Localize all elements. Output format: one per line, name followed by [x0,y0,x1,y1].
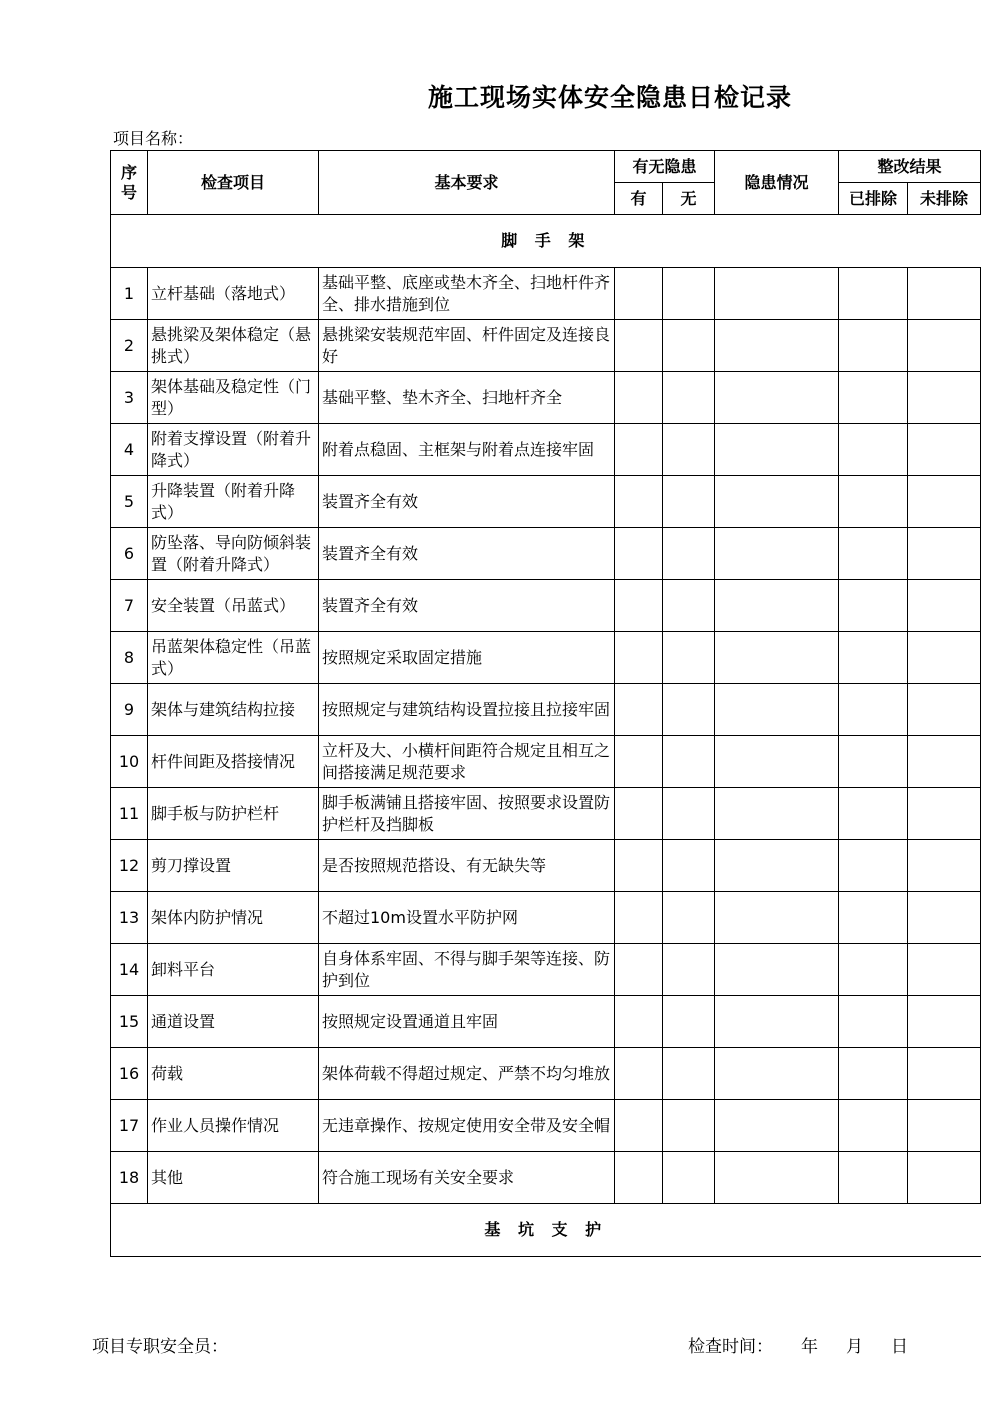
fixed-cell[interactable] [839,684,908,736]
has-hazard-cell[interactable] [615,632,663,684]
day-label: 日 [891,1337,908,1357]
fixed-cell[interactable] [839,788,908,840]
row-item: 通道设置 [148,996,319,1048]
inspection-table [110,150,981,1257]
table-row [111,632,981,684]
row-item: 防坠落、导向防倾斜装置（附着升降式） [148,528,319,580]
row-item: 架体基础及稳定性（门型） [148,372,319,424]
table-row [111,892,981,944]
has-hazard-cell[interactable] [615,268,663,320]
has-hazard-cell[interactable] [615,736,663,788]
row-item: 脚手板与防护栏杆 [148,788,319,840]
fixed-cell[interactable] [839,840,908,892]
table-row [111,840,981,892]
row-number: 16 [111,1048,148,1100]
row-number: 18 [111,1152,148,1204]
fixed-cell[interactable] [839,736,908,788]
check-time-label: 检查时间： [688,1337,773,1357]
row-requirement: 按照规定设置通道且牢固 [319,996,615,1048]
unfixed-cell[interactable] [908,476,981,528]
no-hazard-cell[interactable] [663,320,715,372]
has-hazard-cell[interactable] [615,1100,663,1152]
row-requirement: 装置齐全有效 [319,580,615,632]
no-hazard-cell[interactable] [663,788,715,840]
has-hazard-cell[interactable] [615,476,663,528]
fixed-cell[interactable] [839,1100,908,1152]
no-hazard-cell[interactable] [663,528,715,580]
header-unfixed: 未排除 [908,183,981,215]
unfixed-cell[interactable] [908,788,981,840]
row-number: 14 [111,944,148,996]
row-number: 1 [111,268,148,320]
row-number: 4 [111,424,148,476]
row-item: 架体内防护情况 [148,892,319,944]
unfixed-cell[interactable] [908,840,981,892]
has-hazard-cell[interactable] [615,424,663,476]
no-hazard-cell[interactable] [663,372,715,424]
has-hazard-cell[interactable] [615,944,663,996]
project-name-label: 项目名称： [113,129,194,148]
header-result-group: 整改结果 [839,151,981,183]
table-row [111,944,981,996]
table-row [111,736,981,788]
situation-cell[interactable] [715,1100,839,1152]
fixed-cell[interactable] [839,944,908,996]
fixed-cell[interactable] [839,1152,908,1204]
row-requirement: 不超过10m设置水平防护网 [319,892,615,944]
row-requirement: 按照规定采取固定措施 [319,632,615,684]
month-label: 月 [846,1337,863,1357]
row-number: 13 [111,892,148,944]
no-hazard-cell[interactable] [663,580,715,632]
row-item: 荷载 [148,1048,319,1100]
has-hazard-cell[interactable] [615,684,663,736]
fixed-cell[interactable] [839,632,908,684]
fixed-cell[interactable] [839,580,908,632]
has-hazard-cell[interactable] [615,320,663,372]
has-hazard-cell[interactable] [615,580,663,632]
row-number: 5 [111,476,148,528]
situation-cell[interactable] [715,580,839,632]
row-requirement: 脚手板满铺且搭接牢固、按照要求设置防护栏杆及挡脚板 [319,788,615,840]
unfixed-cell[interactable] [908,944,981,996]
no-hazard-cell[interactable] [663,840,715,892]
unfixed-cell[interactable] [908,1100,981,1152]
fixed-cell[interactable] [839,476,908,528]
row-requirement: 基础平整、底座或垫木齐全、扫地杆件齐全、排水措施到位 [319,268,615,320]
fixed-cell[interactable] [839,996,908,1048]
section-title: 脚 手 架 [111,215,981,268]
row-number: 8 [111,632,148,684]
situation-cell[interactable] [715,788,839,840]
table-row [111,268,981,320]
section-row [111,215,981,268]
row-item: 立杆基础（落地式） [148,268,319,320]
situation-cell[interactable] [715,840,839,892]
situation-cell[interactable] [715,424,839,476]
has-hazard-cell[interactable] [615,372,663,424]
situation-cell[interactable] [715,632,839,684]
situation-cell[interactable] [715,736,839,788]
unfixed-cell[interactable] [908,1152,981,1204]
has-hazard-cell[interactable] [615,996,663,1048]
row-requirement: 按照规定与建筑结构设置拉接且拉接牢固 [319,684,615,736]
situation-cell[interactable] [715,320,839,372]
situation-cell[interactable] [715,1152,839,1204]
has-hazard-cell[interactable] [615,1048,663,1100]
table-row [111,1152,981,1204]
row-item: 架体与建筑结构拉接 [148,684,319,736]
no-hazard-cell[interactable] [663,632,715,684]
table-row [111,996,981,1048]
no-hazard-cell[interactable] [663,944,715,996]
row-requirement: 是否按照规范搭设、有无缺失等 [319,840,615,892]
row-item: 其他 [148,1152,319,1204]
unfixed-cell[interactable] [908,736,981,788]
row-number: 15 [111,996,148,1048]
unfixed-cell[interactable] [908,424,981,476]
header-hazard-group: 有无隐患 [615,151,715,183]
fixed-cell[interactable] [839,372,908,424]
section-title: 基 坑 支 护 [111,1204,981,1257]
fixed-cell[interactable] [839,320,908,372]
table-row [111,684,981,736]
header-requirement: 基本要求 [319,151,615,215]
fixed-cell[interactable] [839,1048,908,1100]
situation-cell[interactable] [715,528,839,580]
situation-cell[interactable] [715,892,839,944]
row-item: 安全装置（吊蓝式） [148,580,319,632]
row-requirement: 自身体系牢固、不得与脚手架等连接、防护到位 [319,944,615,996]
row-number: 3 [111,372,148,424]
table-row [111,1048,981,1100]
row-item: 剪刀撑设置 [148,840,319,892]
no-hazard-cell[interactable] [663,736,715,788]
situation-cell[interactable] [715,944,839,996]
fixed-cell[interactable] [839,528,908,580]
table-row [111,1100,981,1152]
unfixed-cell[interactable] [908,528,981,580]
has-hazard-cell[interactable] [615,788,663,840]
row-requirement: 架体荷载不得超过规定、严禁不均匀堆放 [319,1048,615,1100]
unfixed-cell[interactable] [908,268,981,320]
no-hazard-cell[interactable] [663,892,715,944]
situation-cell[interactable] [715,268,839,320]
table-row [111,476,981,528]
unfixed-cell[interactable] [908,580,981,632]
unfixed-cell[interactable] [908,320,981,372]
header-situation: 隐患情况 [715,151,839,215]
has-hazard-cell[interactable] [615,1152,663,1204]
situation-cell[interactable] [715,684,839,736]
row-number: 7 [111,580,148,632]
row-number: 10 [111,736,148,788]
row-number: 9 [111,684,148,736]
row-requirement: 悬挑梁安装规范牢固、杆件固定及连接良好 [319,320,615,372]
row-number: 12 [111,840,148,892]
has-hazard-cell[interactable] [615,528,663,580]
row-requirement: 基础平整、垫木齐全、扫地杆齐全 [319,372,615,424]
year-label: 年 [801,1337,818,1357]
no-hazard-cell[interactable] [663,1152,715,1204]
fixed-cell[interactable] [839,268,908,320]
unfixed-cell[interactable] [908,1048,981,1100]
unfixed-cell[interactable] [908,996,981,1048]
row-item: 杆件间距及搭接情况 [148,736,319,788]
row-requirement: 装置齐全有效 [319,528,615,580]
row-number: 2 [111,320,148,372]
table-row [111,372,981,424]
no-hazard-cell[interactable] [663,684,715,736]
situation-cell[interactable] [715,1048,839,1100]
row-number: 6 [111,528,148,580]
table-row [111,788,981,840]
no-hazard-cell[interactable] [663,996,715,1048]
row-requirement: 装置齐全有效 [319,476,615,528]
has-hazard-cell[interactable] [615,892,663,944]
row-requirement: 无违章操作、按规定使用安全带及安全帽 [319,1100,615,1152]
document-title: 施工现场实体安全隐患日检记录 [427,83,792,112]
check-time [688,1332,908,1357]
safety-officer-label: 项目专职安全员： [92,1337,228,1357]
no-hazard-cell[interactable] [663,1048,715,1100]
row-requirement: 符合施工现场有关安全要求 [319,1152,615,1204]
no-hazard-cell[interactable] [663,424,715,476]
header-no: 序号 [111,151,148,215]
situation-cell[interactable] [715,372,839,424]
section-row [111,1204,981,1257]
row-number: 17 [111,1100,148,1152]
row-item: 升降装置（附着升降式） [148,476,319,528]
situation-cell[interactable] [715,476,839,528]
header-fixed: 已排除 [839,183,908,215]
no-hazard-cell[interactable] [663,476,715,528]
row-item: 作业人员操作情况 [148,1100,319,1152]
fixed-cell[interactable] [839,424,908,476]
row-requirement: 附着点稳固、主框架与附着点连接牢固 [319,424,615,476]
no-hazard-cell[interactable] [663,268,715,320]
row-item: 附着支撑设置（附着升降式） [148,424,319,476]
unfixed-cell[interactable] [908,684,981,736]
no-hazard-cell[interactable] [663,1100,715,1152]
table-row [111,580,981,632]
row-item: 悬挑梁及架体稳定（悬挑式） [148,320,319,372]
unfixed-cell[interactable] [908,892,981,944]
unfixed-cell[interactable] [908,372,981,424]
row-item: 卸料平台 [148,944,319,996]
row-item: 吊蓝架体稳定性（吊蓝式） [148,632,319,684]
unfixed-cell[interactable] [908,632,981,684]
header-none: 无 [663,183,715,215]
situation-cell[interactable] [715,996,839,1048]
table-row [111,528,981,580]
table-row [111,424,981,476]
row-number: 11 [111,788,148,840]
table-row [111,320,981,372]
fixed-cell[interactable] [839,892,908,944]
has-hazard-cell[interactable] [615,840,663,892]
header-item: 检查项目 [148,151,319,215]
row-requirement: 立杆及大、小横杆间距符合规定且相互之间搭接满足规范要求 [319,736,615,788]
header-has: 有 [615,183,663,215]
